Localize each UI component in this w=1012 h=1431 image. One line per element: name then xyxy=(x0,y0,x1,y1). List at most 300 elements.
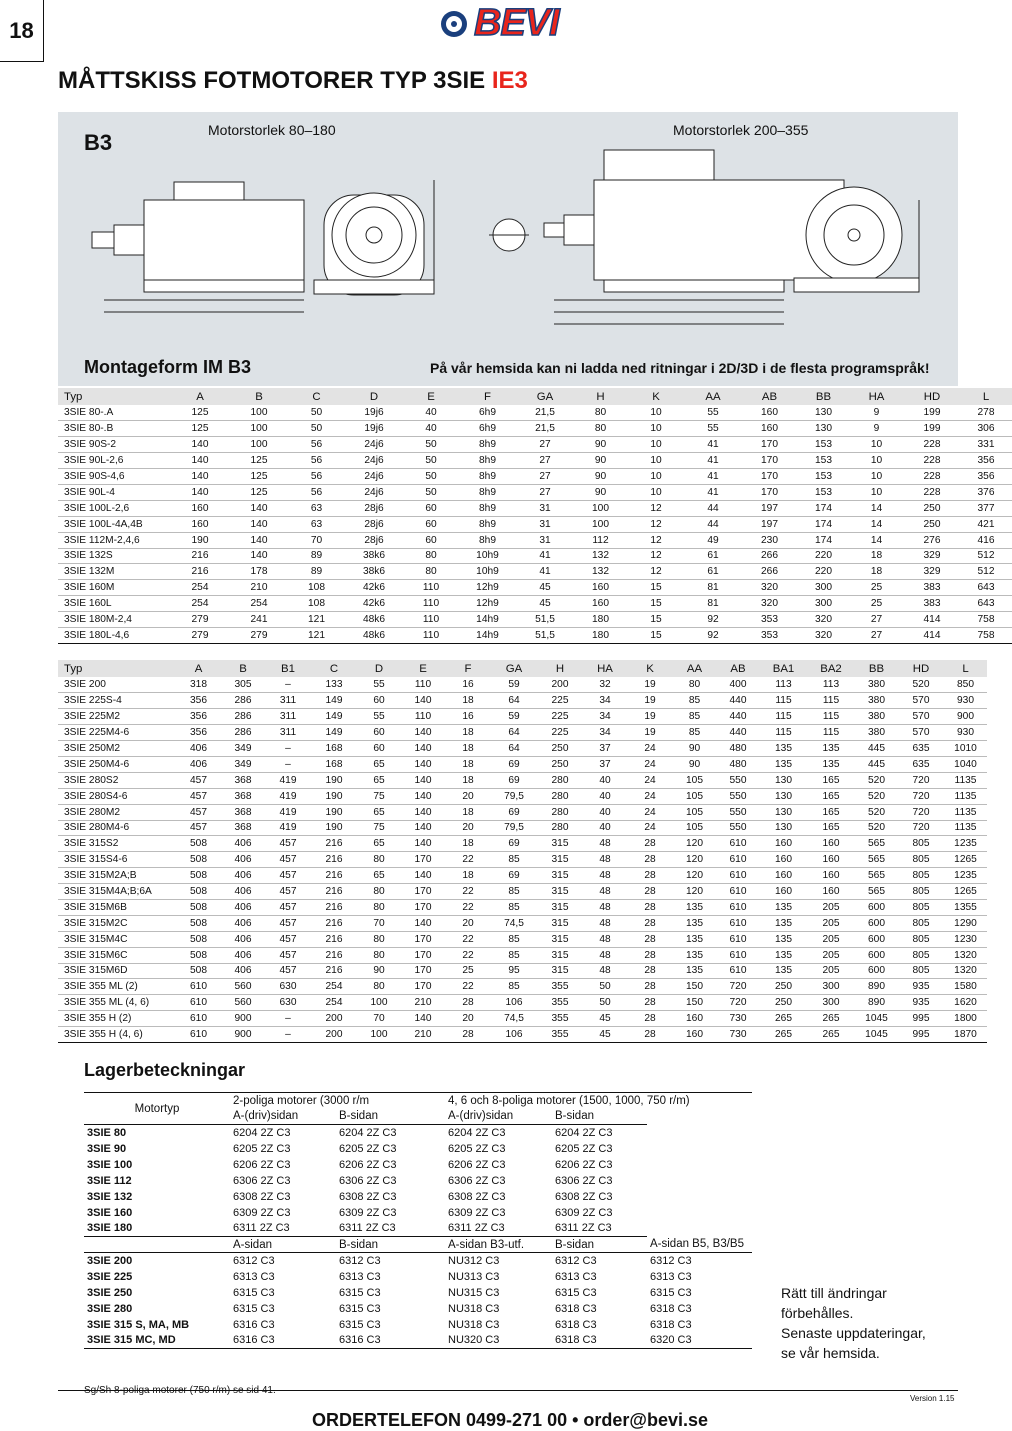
table-cell: 160 xyxy=(760,868,807,884)
table-cell: 414 xyxy=(904,627,960,643)
motor-type-cell: 3SIE 225S-4 xyxy=(58,693,176,709)
table-cell: 720 xyxy=(898,788,944,804)
table-cell: 125 xyxy=(170,421,230,437)
table-cell: 265 xyxy=(807,1011,855,1027)
table-cell: 286 xyxy=(221,709,265,725)
bearing-cell: 6309 2Z C3 xyxy=(233,1206,291,1219)
table-cell: 40 xyxy=(583,772,627,788)
column-header: H xyxy=(537,660,583,677)
motor-type-cell: 3SIE 280M2 xyxy=(58,804,176,820)
table-cell: 45 xyxy=(583,1011,627,1027)
bearing-cell: 6205 2Z C3 xyxy=(555,1142,613,1155)
table-cell: 205 xyxy=(807,899,855,915)
table-row xyxy=(84,1125,752,1141)
bearing-cell: 6311 2Z C3 xyxy=(445,1221,552,1237)
bearing-cell: 6313 C3 xyxy=(555,1270,597,1283)
bearing-cell: 6318 C3 xyxy=(650,1318,692,1331)
table-cell: 132 xyxy=(574,564,627,580)
bearing-cell: 6312 C3 xyxy=(555,1254,597,1267)
table-cell: 280 xyxy=(537,820,583,836)
motor-type-cell: 3SIE 250M2 xyxy=(58,741,176,757)
table-cell: 190 xyxy=(311,788,357,804)
table-cell: 805 xyxy=(898,931,944,947)
table-cell: 41 xyxy=(685,469,741,485)
table-cell: 100 xyxy=(230,421,288,437)
subheader-cell: A-(driv)sidan xyxy=(445,1109,552,1125)
motor-type-cell: 3SIE 112 xyxy=(87,1174,132,1187)
brand-name: BEVI xyxy=(474,2,559,44)
table-cell: 199 xyxy=(904,421,960,437)
table-cell: 41 xyxy=(685,453,741,469)
table-cell: 279 xyxy=(170,612,230,628)
table-cell: 48 xyxy=(583,963,627,979)
table-cell: 160 xyxy=(170,516,230,532)
table-cell: 90 xyxy=(574,437,627,453)
table-cell: 331 xyxy=(960,437,1012,453)
table-cell: 356 xyxy=(176,709,221,725)
motor-type-cell: 3SIE 112M-2,4,6 xyxy=(58,532,170,548)
table-cell: 90 xyxy=(673,741,716,757)
table-cell: 48k6 xyxy=(345,612,403,628)
table-cell: 205 xyxy=(807,931,855,947)
table-cell: 18 xyxy=(445,693,491,709)
table-cell: 406 xyxy=(221,931,265,947)
table-cell: 8h9 xyxy=(459,484,516,500)
table-cell: 90 xyxy=(574,453,627,469)
table-cell: 55 xyxy=(357,677,401,693)
table-cell: 69 xyxy=(491,772,537,788)
table-cell: 210 xyxy=(401,995,445,1011)
table-cell: 18 xyxy=(445,836,491,852)
table-cell: 14 xyxy=(849,500,904,516)
table-cell: 69 xyxy=(491,804,537,820)
table-cell: 160 xyxy=(574,580,627,596)
table-cell: 50 xyxy=(403,484,459,500)
table-cell: 135 xyxy=(673,931,716,947)
table-cell: 28j6 xyxy=(345,532,403,548)
motor-type-cell: 3SIE 280M4-6 xyxy=(58,820,176,836)
table-cell: 85 xyxy=(673,693,716,709)
table-cell: 228 xyxy=(904,469,960,485)
table-cell: 51,5 xyxy=(516,627,574,643)
table-cell: 92 xyxy=(685,627,741,643)
table-cell: 60 xyxy=(357,741,401,757)
column-header: BA1 xyxy=(760,660,807,677)
table-cell: 935 xyxy=(898,979,944,995)
table-cell: 22 xyxy=(445,931,491,947)
table-row xyxy=(84,1269,752,1285)
table-cell: 315 xyxy=(537,947,583,963)
table-cell: 216 xyxy=(311,884,357,900)
table-cell: 34 xyxy=(583,725,627,741)
table-cell: 110 xyxy=(403,580,459,596)
subheader-cell: A-sidan B3-utf. xyxy=(445,1237,552,1253)
table-row xyxy=(58,516,1012,532)
table-row xyxy=(58,453,1012,469)
table-cell: 18 xyxy=(445,772,491,788)
table-cell: 216 xyxy=(311,915,357,931)
table-cell: 15 xyxy=(627,596,685,612)
table-cell: 6h9 xyxy=(459,421,516,437)
table-cell: 16 xyxy=(445,677,491,693)
table-cell: – xyxy=(265,741,311,757)
column-header: AA xyxy=(685,388,741,405)
table-cell: 225 xyxy=(537,725,583,741)
table-cell: 1230 xyxy=(944,931,987,947)
table-cell: 22 xyxy=(445,979,491,995)
table-row xyxy=(58,899,987,915)
table-cell: 315 xyxy=(537,915,583,931)
table-cell: 112 xyxy=(574,532,627,548)
table-cell: 160 xyxy=(760,836,807,852)
table-cell: 353 xyxy=(741,627,798,643)
table-cell: 1800 xyxy=(944,1011,987,1027)
table-cell: 610 xyxy=(716,836,760,852)
table-cell: 406 xyxy=(221,963,265,979)
table-cell: 190 xyxy=(170,532,230,548)
table-cell: 355 xyxy=(537,1027,583,1043)
column-header: K xyxy=(627,660,673,677)
bearing-cell: 6306 2Z C3 xyxy=(448,1174,506,1187)
table-cell: 368 xyxy=(221,772,265,788)
bearing-cell: 6311 2Z C3 xyxy=(230,1221,336,1237)
bearing-cell: 6204 2Z C3 xyxy=(555,1126,613,1139)
table-cell: 416 xyxy=(960,532,1012,548)
table-cell: 60 xyxy=(357,725,401,741)
table-cell: 10 xyxy=(627,437,685,453)
table-cell: 406 xyxy=(221,915,265,931)
table-cell: 406 xyxy=(221,899,265,915)
table-cell: 440 xyxy=(716,709,760,725)
table-cell: 130 xyxy=(760,772,807,788)
table-row xyxy=(58,548,1012,564)
table-cell: 480 xyxy=(716,741,760,757)
table-cell: 65 xyxy=(357,772,401,788)
table-cell: 170 xyxy=(401,963,445,979)
table-cell: 457 xyxy=(176,788,221,804)
multi-pole-header: 4, 6 och 8-poliga motorer (1500, 1000, 750 r/m) xyxy=(445,1093,752,1109)
table-cell: 100 xyxy=(574,500,627,516)
table-cell: 160 xyxy=(760,852,807,868)
bearing-cell: 6206 2Z C3 xyxy=(448,1158,506,1171)
table-cell: 64 xyxy=(491,725,537,741)
table-cell: 18 xyxy=(445,741,491,757)
table-cell: 24j6 xyxy=(345,453,403,469)
table-cell: 18 xyxy=(849,548,904,564)
table-cell: 406 xyxy=(221,852,265,868)
table-cell: 200 xyxy=(537,677,583,693)
table-cell: 22 xyxy=(445,947,491,963)
table-cell: 100 xyxy=(230,405,288,421)
table-cell: – xyxy=(265,1027,311,1043)
table-cell: 216 xyxy=(311,947,357,963)
size-label-large: Motorstorlek 200–355 xyxy=(673,122,809,138)
table-cell: 19j6 xyxy=(345,421,403,437)
table-cell: 190 xyxy=(311,772,357,788)
bearing-cell: 6308 2Z C3 xyxy=(448,1190,506,1203)
table-cell: 165 xyxy=(807,772,855,788)
table-cell: 355 xyxy=(537,1011,583,1027)
table-cell: 81 xyxy=(685,596,741,612)
table-cell: 135 xyxy=(673,899,716,915)
table-cell: 42k6 xyxy=(345,580,403,596)
table-cell: 349 xyxy=(221,741,265,757)
table-cell: – xyxy=(265,756,311,772)
table-cell: 24 xyxy=(627,756,673,772)
table-cell: 24 xyxy=(627,741,673,757)
table-cell: 300 xyxy=(807,995,855,1011)
table-cell: 110 xyxy=(403,596,459,612)
table-cell: 140 xyxy=(401,804,445,820)
table-cell: 720 xyxy=(898,820,944,836)
table-row xyxy=(84,1205,752,1221)
table-cell: 133 xyxy=(311,677,357,693)
table-cell: 20 xyxy=(445,915,491,931)
bearing-cell: 6315 C3 xyxy=(650,1286,692,1299)
table-cell: 254 xyxy=(230,596,288,612)
table-cell: 174 xyxy=(798,500,849,516)
table-cell: 565 xyxy=(855,884,898,900)
table-cell: 106 xyxy=(491,995,537,1011)
table-cell: 383 xyxy=(904,596,960,612)
table-cell: 15 xyxy=(627,580,685,596)
table-cell: 508 xyxy=(176,884,221,900)
table-cell: 18 xyxy=(445,725,491,741)
table-cell: 20 xyxy=(445,1011,491,1027)
table-cell: 311 xyxy=(265,709,311,725)
table-cell: 300 xyxy=(798,580,849,596)
bearing-cell: 6315 C3 xyxy=(339,1286,381,1299)
bearing-cell: 6318 C3 xyxy=(555,1318,597,1331)
table-cell: 254 xyxy=(170,596,230,612)
table-cell: 25 xyxy=(445,963,491,979)
table-cell: 250 xyxy=(537,741,583,757)
table-cell: 935 xyxy=(898,995,944,1011)
table-cell: 140 xyxy=(401,772,445,788)
table-cell: 64 xyxy=(491,741,537,757)
table-row xyxy=(58,437,1012,453)
table-cell: 110 xyxy=(403,612,459,628)
table-cell: 1235 xyxy=(944,836,987,852)
disclaimer-line: se vår hemsida. xyxy=(781,1345,880,1361)
table-cell: 10h9 xyxy=(459,548,516,564)
table-cell: 40 xyxy=(583,804,627,820)
table-cell: 266 xyxy=(741,548,798,564)
table-cell: 18 xyxy=(445,804,491,820)
table-cell: 80 xyxy=(357,931,401,947)
table-row xyxy=(58,884,987,900)
table-cell: 85 xyxy=(491,979,537,995)
table-cell: 610 xyxy=(176,995,221,1011)
table-cell: 356 xyxy=(960,453,1012,469)
table-cell: 140 xyxy=(170,469,230,485)
table-cell: 85 xyxy=(491,931,537,947)
table-cell: 630 xyxy=(265,979,311,995)
table-cell: 140 xyxy=(170,453,230,469)
table-cell: 8h9 xyxy=(459,437,516,453)
table-cell: 720 xyxy=(898,804,944,820)
column-header: AA xyxy=(673,660,716,677)
table-cell: 280 xyxy=(537,772,583,788)
table-cell: 130 xyxy=(760,788,807,804)
bearings-subheader xyxy=(84,1237,752,1253)
ie3-label: IE3 xyxy=(491,67,528,94)
table-row xyxy=(84,1333,752,1349)
motor-type-cell: 3SIE 90S-2 xyxy=(58,437,170,453)
table-cell: 168 xyxy=(311,756,357,772)
bearing-cell: 6206 2Z C3 xyxy=(339,1158,397,1171)
table-cell: 406 xyxy=(221,836,265,852)
table-cell: 80 xyxy=(574,421,627,437)
table-cell: 457 xyxy=(265,852,311,868)
table-cell: 70 xyxy=(288,532,345,548)
table-cell: 38k6 xyxy=(345,564,403,580)
motor-type-cell: 3SIE 315M2C xyxy=(58,915,176,931)
motor-type-cell: 3SIE 280S4-6 xyxy=(58,788,176,804)
motor-type-cell: 3SIE 80-.A xyxy=(58,405,170,421)
table-cell: 930 xyxy=(944,693,987,709)
table-cell: 421 xyxy=(960,516,1012,532)
column-header: D xyxy=(345,388,403,405)
bearing-cell: NU315 C3 xyxy=(448,1286,500,1299)
motor-type-cell: 3SIE 180 xyxy=(84,1221,230,1237)
table-cell: 197 xyxy=(741,500,798,516)
table-cell: 113 xyxy=(760,677,807,693)
table-cell: 205 xyxy=(807,915,855,931)
bearing-cell: 6316 C3 xyxy=(336,1333,445,1349)
table-cell: 550 xyxy=(716,772,760,788)
table-cell: 565 xyxy=(855,852,898,868)
column-header: HA xyxy=(583,660,627,677)
column-header: B xyxy=(221,660,265,677)
column-header: BB xyxy=(798,388,849,405)
table-cell: 320 xyxy=(741,580,798,596)
table-cell: 28 xyxy=(627,947,673,963)
table-cell: 228 xyxy=(904,484,960,500)
table-cell: 400 xyxy=(716,677,760,693)
table-row xyxy=(84,1157,752,1173)
subheader-cell: B-sidan xyxy=(552,1109,647,1125)
table-cell: 48 xyxy=(583,868,627,884)
dimension-table-small xyxy=(58,388,1012,644)
table-cell: 85 xyxy=(491,899,537,915)
table-cell: 457 xyxy=(265,947,311,963)
column-header: AB xyxy=(741,388,798,405)
table-cell: 805 xyxy=(898,836,944,852)
table-cell: 15 xyxy=(627,612,685,628)
table-cell: 18 xyxy=(445,756,491,772)
table-cell: 380 xyxy=(855,693,898,709)
table-cell: 50 xyxy=(583,979,627,995)
table-cell: 140 xyxy=(401,836,445,852)
table-cell: 457 xyxy=(265,836,311,852)
table-cell: 105 xyxy=(673,788,716,804)
table-cell: 150 xyxy=(673,979,716,995)
table-cell: 56 xyxy=(288,453,345,469)
table-cell: 28 xyxy=(445,995,491,1011)
table-cell: 850 xyxy=(944,677,987,693)
bearing-cell: NU318 C3 xyxy=(448,1318,500,1331)
table-cell: 570 xyxy=(898,693,944,709)
table-cell: 457 xyxy=(176,772,221,788)
table-cell: 28 xyxy=(627,836,673,852)
table-cell: 140 xyxy=(401,788,445,804)
table-cell: 1010 xyxy=(944,741,987,757)
table-cell: 37 xyxy=(583,741,627,757)
table-cell: 329 xyxy=(904,548,960,564)
table-cell: 228 xyxy=(904,437,960,453)
motor-type-cell: 3SIE 225M2 xyxy=(58,709,176,725)
table-cell: 205 xyxy=(807,947,855,963)
table-cell: 28 xyxy=(627,1011,673,1027)
table-cell: 160 xyxy=(170,500,230,516)
table-cell: 14 xyxy=(849,532,904,548)
table-cell: 610 xyxy=(716,963,760,979)
table-cell: 14h9 xyxy=(459,612,516,628)
column-header: GA xyxy=(491,660,537,677)
table-cell: 48 xyxy=(583,884,627,900)
table-row xyxy=(58,709,987,725)
table-row xyxy=(58,931,987,947)
table-cell: 140 xyxy=(401,693,445,709)
table-cell: 228 xyxy=(904,453,960,469)
table-cell: 230 xyxy=(741,532,798,548)
table-cell: 50 xyxy=(403,453,459,469)
table-cell: 24 xyxy=(627,804,673,820)
table-cell: 254 xyxy=(170,580,230,596)
table-cell: 49 xyxy=(685,532,741,548)
table-row xyxy=(58,804,987,820)
table-cell: 508 xyxy=(176,947,221,963)
table-cell: 48 xyxy=(583,931,627,947)
motor-type-cell: 3SIE 315M2A;B xyxy=(58,868,176,884)
table-cell: 48 xyxy=(583,915,627,931)
bearings-table xyxy=(84,1092,752,1349)
table-cell: 20 xyxy=(445,820,491,836)
table-row xyxy=(84,1285,752,1301)
motor-type-cell: 3SIE 315 S, MA, MB xyxy=(87,1318,190,1331)
table-cell: 10 xyxy=(627,421,685,437)
table-cell: 100 xyxy=(357,995,401,1011)
table-cell: 85 xyxy=(673,725,716,741)
table-cell: 15 xyxy=(627,627,685,643)
bearing-cell: 6315 C3 xyxy=(555,1286,597,1299)
table-cell: 24j6 xyxy=(345,484,403,500)
table-row xyxy=(58,421,1012,437)
subheader-cell: A-(driv)sidan xyxy=(230,1109,336,1125)
table-cell: 216 xyxy=(311,899,357,915)
table-row xyxy=(58,725,987,741)
column-header: B xyxy=(230,388,288,405)
table-cell: 356 xyxy=(176,725,221,741)
table-cell: 80 xyxy=(673,677,716,693)
bearing-cell: 6312 C3 xyxy=(650,1254,692,1267)
table-cell: 89 xyxy=(288,564,345,580)
table-cell: 12h9 xyxy=(459,580,516,596)
column-header: Typ xyxy=(58,388,170,405)
table-cell: 311 xyxy=(265,725,311,741)
table-cell: 1355 xyxy=(944,899,987,915)
table-cell: 890 xyxy=(855,995,898,1011)
table-cell: 445 xyxy=(855,756,898,772)
motor-type-cell: 3SIE 250 xyxy=(87,1286,133,1299)
table-cell: 520 xyxy=(855,804,898,820)
table-cell: 250 xyxy=(537,756,583,772)
table-cell: 19 xyxy=(627,677,673,693)
table-cell: 368 xyxy=(221,788,265,804)
table-cell: 41 xyxy=(685,437,741,453)
column-header: C xyxy=(288,388,345,405)
